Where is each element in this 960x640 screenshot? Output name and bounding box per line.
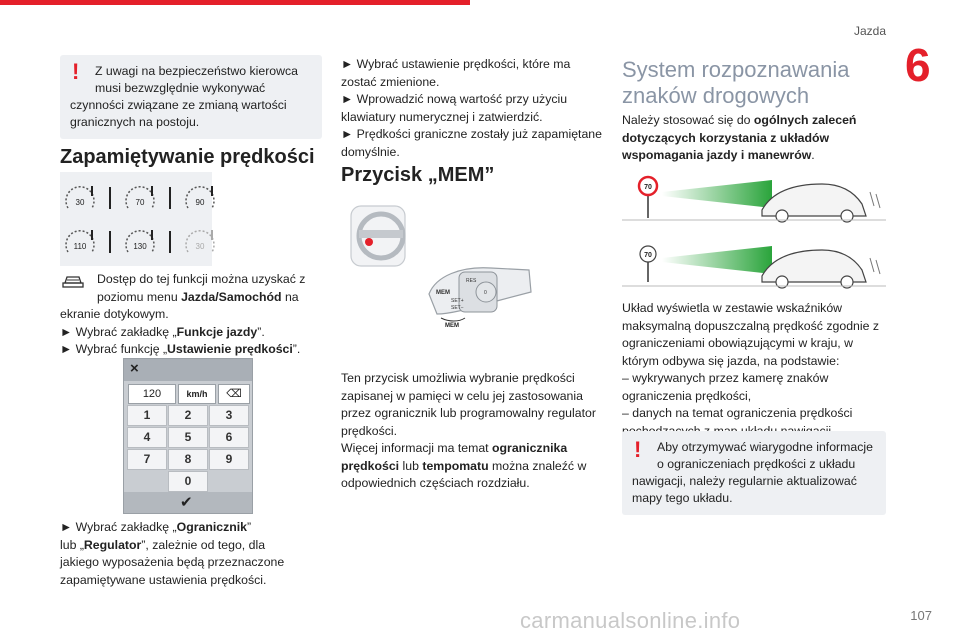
gauge-separator	[169, 231, 171, 253]
key-6: 6	[209, 427, 249, 448]
top-accent-bar	[0, 0, 470, 5]
key-3: 3	[209, 405, 249, 426]
memorize-title: Zapamiętywanie prędkości	[60, 146, 315, 168]
stalk-label: RES	[466, 278, 477, 284]
step-choose-speed: ► Wybrać ustawienie prędkości, które ma zostać zmienione.	[341, 57, 571, 89]
gauges-row-2	[60, 222, 220, 262]
key-0: 0	[168, 471, 208, 492]
warning-line-2: musi bezwzględnie wykonywać	[95, 81, 266, 95]
gauge-value: 30	[195, 242, 205, 251]
steering-wheel-icon	[351, 206, 405, 266]
camera-detection-scene	[622, 177, 886, 222]
navigation-warning: ! Aby otrzymywać wiarygodne informacje o ograniczeniach prędkości z układu nawigacji, należy regularnie aktualizować mapy tego układu.	[622, 431, 886, 515]
speed-gauges-panel	[60, 172, 212, 266]
traffic-sign-title: System rozpoznawania znaków drogowych	[622, 57, 850, 108]
keypad-header	[124, 359, 252, 381]
speed-gauge-icon	[120, 178, 160, 218]
key-9: 9	[209, 449, 249, 470]
warning-rest: czynności związane ze zmianą wartości granicznych na postoju.	[70, 98, 287, 129]
gauge-value: 90	[195, 198, 205, 207]
mem-button-title: Przycisk „MEM”	[341, 164, 495, 186]
access-line-2: poziomu menu Jazda/Samochód na	[97, 289, 299, 304]
steering-stalk-illustration	[341, 198, 541, 348]
speed-keypad-illustration	[123, 358, 253, 514]
gauge-value: 30	[75, 198, 85, 207]
warning-icon: !	[72, 59, 80, 84]
keypad-confirm-bar	[124, 492, 252, 513]
warning-icon: !	[634, 437, 642, 462]
gauge-value: 70	[135, 198, 145, 207]
step-enter-value: ► Wprowadzić nową wartość przy użyciu klawiatury numerycznej i zatwierdzić.	[341, 92, 568, 124]
speed-gauge-icon-dimmed	[180, 222, 220, 262]
tab-choice-text: ► Wybrać zakładkę „Ogranicznik” lub „Regulator”, zależnie od tego, dla jakiego wyposażenia będą przeznaczone zapamiętywane ustawienia prędkości.	[60, 520, 285, 587]
watermark: carmanualsonline.info	[520, 608, 741, 633]
safety-warning	[60, 55, 322, 139]
speed-gauge-icon	[180, 178, 220, 218]
navigation-data-scene	[622, 246, 886, 288]
access-text	[60, 271, 322, 359]
svg-text:70: 70	[644, 252, 652, 259]
menu-name: Jazda/Samochód	[181, 289, 282, 304]
check-icon: ✔	[180, 494, 193, 511]
access-line-3: ekranie dotykowym.	[60, 307, 169, 321]
key-1: 1	[127, 405, 167, 426]
unit-field: km/h	[178, 384, 216, 404]
key-5: 5	[168, 427, 208, 448]
step-select-tab: ► Wybrać zakładkę „Funkcje jazdy”.	[60, 324, 265, 339]
regulator-label: Regulator	[83, 537, 142, 552]
speed-gauge-icon	[60, 178, 100, 218]
warning-line-1: Z uwagi na bezpieczeństwo kierowca	[95, 64, 299, 78]
close-icon: ×	[130, 360, 139, 377]
key-4: 4	[127, 427, 167, 448]
step-select-function: ► Wybrać funkcję „Ustawienie prędkości”.	[60, 342, 301, 356]
gauge-separator	[109, 231, 111, 253]
limiter-label: Ogranicznik	[176, 520, 248, 534]
stalk-label: 0	[484, 290, 487, 296]
svg-text:70: 70	[644, 184, 652, 191]
gauge-separator	[109, 187, 111, 209]
gauge-value: 130	[133, 242, 147, 251]
speed-value-field: 120	[128, 384, 176, 404]
middle-steps	[341, 56, 603, 161]
access-line-1: Dostęp do tej funkcji można uzyskać z	[97, 272, 306, 286]
stalk-label: SET−	[451, 305, 464, 311]
stalk-label: MEM	[445, 323, 459, 329]
speed-gauge-icon	[120, 222, 160, 262]
key-7: 7	[127, 449, 167, 470]
stalk-label: SET+	[451, 298, 464, 304]
backspace-icon: ⌫	[218, 384, 250, 404]
step-defaults: ► Prędkości graniczne zostały już zapamiętane domyślnie.	[341, 127, 602, 159]
gauges-row-1	[60, 178, 220, 218]
mem-description: Ten przycisk umożliwia wybranie prędkości zapisanej w pamięci w celu jej zastosowania przez ogranicznik lub programowalny regulator prędkości. Więcej informacji ma temat ogranicznika prędkości lub tempomatu można znaleźć w odpowiednich częściach rozdziału.	[341, 371, 596, 490]
speed-gauge-icon	[60, 222, 100, 262]
key-8: 8	[168, 449, 208, 470]
page-number: 107	[910, 608, 932, 623]
traffic-sign-intro: Należy stosować się do ogólnych zaleceń dotyczących korzystania z układów wspomagania jazdy i manewrów.	[622, 113, 857, 162]
cruise-control-stalk-icon	[429, 268, 531, 329]
gauge-separator	[169, 187, 171, 209]
sign-recognition-illustration	[622, 170, 886, 294]
touchscreen-icon	[62, 273, 84, 295]
traffic-sign-description: Układ wyświetla w zestawie wskaźników maksymalną dopuszczalną prędkość zgodnie z ograniczeniami obowiązującymi w kraju, w którym odbywa się jazda, na podstawie: – wykrywanych przez kamerę znaków ograniczenia prędkości, – danych na temat ograniczenia prędkości	[622, 301, 880, 420]
gauge-value: 110	[73, 242, 87, 251]
section-name: Jazda	[853, 24, 886, 38]
stalk-label: MEM	[436, 290, 450, 296]
chapter-number: 6	[905, 39, 931, 91]
key-2: 2	[168, 405, 208, 426]
